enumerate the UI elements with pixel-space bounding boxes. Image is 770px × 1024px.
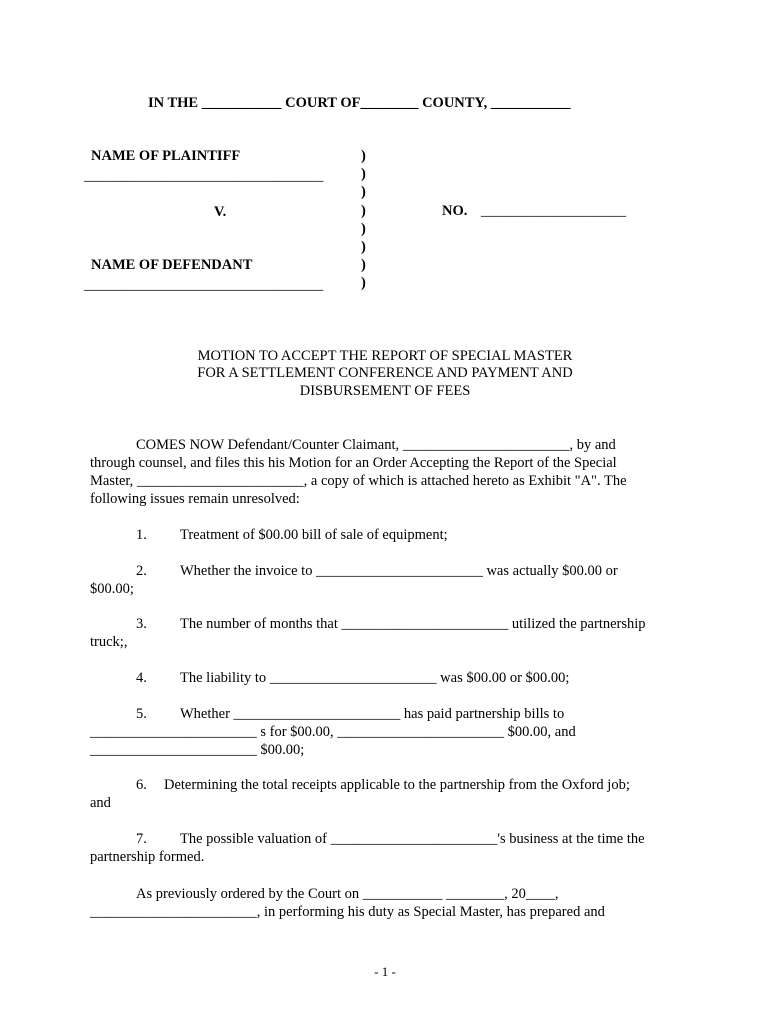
caption-paren: ) (361, 203, 366, 219)
caption-paren: ) (361, 275, 366, 291)
case-number-label: NO. (442, 203, 468, 219)
case-number-blank: ____________________ (481, 203, 626, 219)
issue-number: 4. (136, 670, 147, 686)
issue-number: 3. (136, 616, 147, 632)
paragraph-line: following issues remain unresolved: (90, 491, 300, 507)
issue-text: truck;, (90, 634, 128, 650)
caption-paren: ) (361, 257, 366, 273)
defendant-signature-rule: _________________________________ (84, 277, 324, 293)
paragraph-line: COMES NOW Defendant/Counter Claimant, _______________________, by and (136, 437, 616, 453)
issue-number: 2. (136, 563, 147, 579)
caption-paren: ) (361, 148, 366, 164)
court-line: IN THE ___________ COURT OF________ COUNTY, ___________ (148, 95, 571, 111)
motion-title-line: DISBURSEMENT OF FEES (299, 383, 471, 399)
motion-title-line: FOR A SETTLEMENT CONFERENCE AND PAYMENT AND (197, 365, 573, 381)
versus-label: V. (214, 204, 227, 220)
plaintiff-label: NAME OF PLAINTIFF (91, 148, 241, 164)
intro-paragraph (90, 436, 672, 508)
issue-item (90, 526, 672, 544)
paragraph-line: through counsel, and files this his Motion for an Order Accepting the Report of the Special (90, 455, 617, 471)
issue-text: Whether _______________________ has paid partnership bills to (180, 706, 565, 722)
paragraph-line: As previously ordered by the Court on ___________ ________, 20____, (136, 886, 559, 902)
issue-number: 1. (136, 527, 147, 543)
issue-item (90, 776, 672, 812)
motion-title-line: MOTION TO ACCEPT THE REPORT OF SPECIAL MASTER (197, 348, 573, 364)
issue-text: Whether the invoice to _______________________ was actually $00.00 or (180, 563, 618, 579)
closing-paragraph (90, 885, 672, 921)
paragraph-line: Master, _______________________, a copy of which is attached hereto as Exhibit "A". The (90, 473, 627, 489)
page-number: - 1 - (374, 964, 396, 979)
issue-item (90, 705, 672, 759)
issue-item (90, 562, 672, 598)
issue-text: Treatment of $00.00 bill of sale of equipment; (180, 527, 448, 543)
defendant-label: NAME OF DEFENDANT (91, 257, 253, 273)
issue-text: Determining the total receipts applicable to the partnership from the Oxford job; (164, 777, 630, 793)
paragraph-line: _______________________, in performing his duty as Special Master, has prepared and (90, 904, 605, 920)
issue-number: 6. (136, 777, 147, 793)
issue-text: partnership formed. (90, 849, 205, 865)
caption-paren: ) (361, 166, 366, 182)
issue-number: 7. (136, 831, 147, 847)
plaintiff-signature-rule: _________________________________ (84, 168, 324, 184)
caption-paren: ) (361, 239, 366, 255)
issue-text: _______________________ s for $00.00, _______________________ $00.00, and (90, 724, 576, 740)
issue-text: The liability to _______________________ was $00.00 or $00.00; (180, 670, 570, 686)
issue-text: $00.00; (90, 581, 134, 597)
issue-number: 5. (136, 706, 147, 722)
issue-text: The possible valuation of _______________________'s business at the time the (180, 831, 645, 847)
issue-text: The number of months that _______________________ utilized the partnership (180, 616, 646, 632)
issue-text: _______________________ $00.00; (90, 742, 305, 758)
caption-paren: ) (361, 184, 366, 200)
issue-text: and (90, 795, 111, 811)
caption-paren: ) (361, 221, 366, 237)
issue-item (90, 669, 672, 687)
issue-item (90, 830, 672, 866)
issue-item (90, 615, 672, 651)
